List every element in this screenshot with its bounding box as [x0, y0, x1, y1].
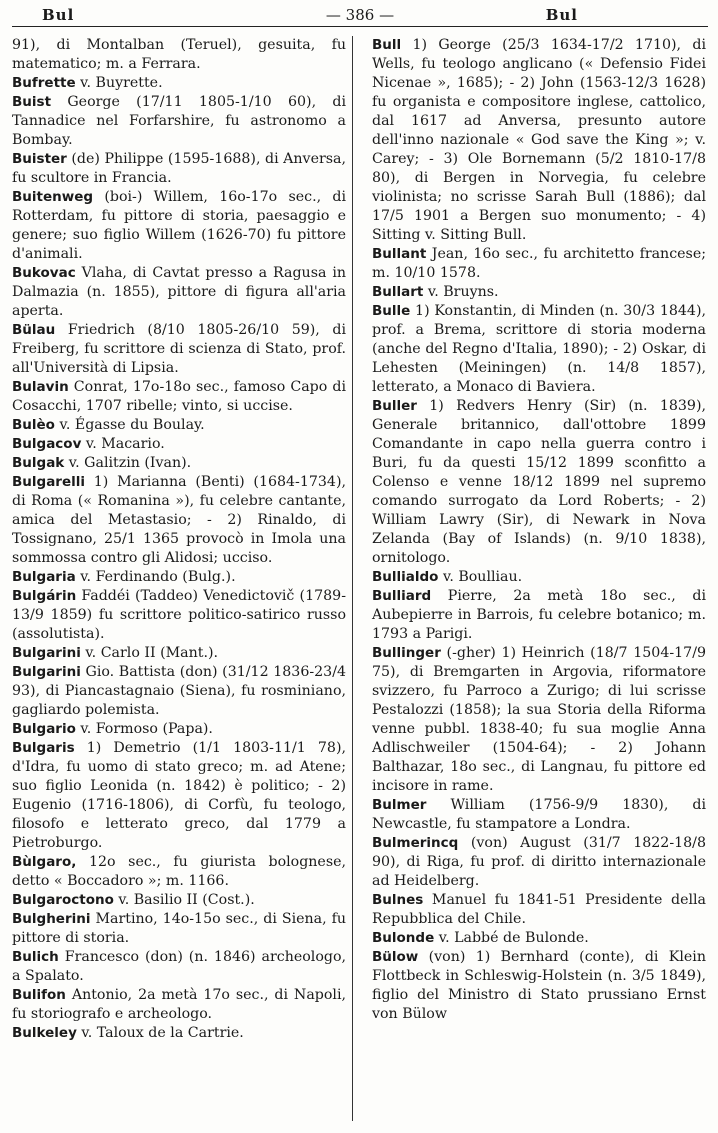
entry-headword: Bukovac — [12, 265, 76, 281]
entry-text: v. Taloux de la Cartrie. — [81, 1025, 244, 1041]
page-header — [12, 4, 708, 27]
entry-headword: Bullialdo — [372, 569, 439, 585]
entry-text: v. Formoso (Papa). — [80, 721, 213, 737]
entry-text: George (17/11 1805-1/10 60), di Tannadice nel Forfarshire, fu astronomo a Bombay. — [12, 94, 346, 148]
dictionary-entry — [12, 948, 346, 986]
entry-text: v. Macario. — [85, 436, 165, 452]
entry-headword: Bulgaroctono — [12, 892, 114, 908]
entry-text: 1) Redvers Henry (Sir) (n. 1839), Generale britannico, dall'ottobre 1899 Comandante in capo nella guerra contro i Buri, fu da questi 15/12 1899 sconfitto a Colenso e venne 18/12 1899 nel supremo comando surrogato da Lord Roberts; - 2) William Lawry (Sir), di Newark in Nova Zelanda (Bay of Islands) (n. 9/10 1838), ornitologo. — [372, 398, 706, 566]
entry-headword: Bull — [372, 37, 402, 53]
entry-headword: Buist — [12, 94, 52, 110]
entry-headword: Bulonde — [372, 930, 435, 946]
entry-headword: Bulmer — [372, 797, 427, 813]
entry-headword: Bulmerincq — [372, 835, 459, 851]
entry-headword: Buister — [12, 151, 67, 167]
entry-headword: Bulèo — [12, 417, 55, 433]
entry-text: 1) Demetrio (1/1 1803-11/1 78), d'Idra, fu uomo di stato greco; m. ad Atene; suo figlio Leonida (n. 1842) è politico; - 2) Eugenio (1716-1806), di Corfù, fu teologo, filosofo e letterato greco, dal 1779 a Pietroburgo. — [12, 740, 347, 851]
entry-headword: Bulgarelli — [12, 474, 85, 490]
dictionary-entry — [12, 416, 346, 435]
dictionary-entry — [12, 644, 346, 663]
dictionary-entry — [372, 891, 706, 929]
dictionary-entry — [12, 321, 346, 378]
right-column — [372, 36, 706, 1024]
dictionary-entry — [12, 93, 346, 150]
entry-text: 1) Marianna (Benti) (1684-1734), di Roma (« Romanina »), fu celebre cantante, amica del Metastasio; - 2) Rinaldo, di Tossignano, 25/1 1365 provocò in Imola una sommossa contro gli Alidosi; ucciso. — [12, 474, 346, 566]
dictionary-entry — [372, 568, 706, 587]
entry-text: Gio. Battista (don) (31/12 1836-23/4 93), di Piancastagnaio (Siena), fu rosminiano, gagliardo polemista. — [12, 664, 346, 718]
entry-headword: Bufrette — [12, 75, 76, 91]
dictionary-entry — [12, 454, 346, 473]
dictionary-entry — [12, 435, 346, 454]
entry-text: 12o sec., fu giurista bolognese, detto « Boccadoro »; m. 1166. — [12, 854, 347, 889]
entry-headword: Bulkeley — [12, 1025, 77, 1041]
entry-headword: Bulavin — [12, 379, 69, 395]
entry-headword: Bulgherini — [12, 911, 91, 927]
entry-text: Francesco (don) (n. 1846) archeologo, a Spalato. — [12, 949, 346, 984]
entry-text: Manuel fu 1841-51 Presidente della Repubblica del Chile. — [372, 892, 707, 927]
entry-text: v. Galitzin (Ivan). — [68, 455, 192, 471]
dictionary-entry — [372, 644, 706, 796]
entry-headword: Bulgario — [12, 721, 76, 737]
dictionary-entry — [12, 739, 346, 853]
entry-headword: Bulgaria — [12, 569, 76, 585]
entry-headword: Buitenweg — [12, 189, 94, 205]
dictionary-entry — [12, 853, 346, 891]
entry-headword: Buller — [372, 398, 417, 414]
entry-text: (de) Philippe (1595-1688), di Anversa, fu scultore in Francia. — [12, 151, 346, 186]
entry-text: Faddéi (Taddeo) Venedictovič (1789-13/9 1859) fu scrittore politico-satirico russo (assolutista). — [12, 588, 346, 642]
dictionary-entry — [12, 473, 346, 568]
entry-text: Pierre, 2a metà 18o sec., di Aubepierre in Barrois, fu celebre botanico; m. 1793 a Parigi. — [372, 588, 706, 642]
dictionary-entry — [12, 36, 346, 74]
dictionary-entry — [12, 74, 346, 93]
entry-text: Friedrich (8/10 1805-26/10 59), di Freiberg, fu scrittore di scienza di Stato, prof. all'Università di Lipsia. — [12, 322, 346, 376]
dictionary-entry — [12, 587, 346, 644]
entry-headword: Bulich — [12, 949, 59, 965]
header-right-keyword: Bul — [545, 6, 578, 24]
entry-text: (von) 1) Bernhard (conte), di Klein Flottbeck in Schleswig-Holstein (n. 3/5 1849), figlio del Ministro di Stato prussiano Ernst von Bülow — [372, 949, 706, 1022]
entry-text: 1) George (25/3 1634-17/2 1710), di Wells, fu teologo anglicano (« Defensio Fidei Nicenae », 1685); - 2) John (1563-12/3 1628) fu organista e compositore inglese, cattolico, dal 1617 ad Anversa, presunto autore dell'inno nazionale « God save the King »; v. Carey; - 3) Ole Bornemann (5/2 1810-17/8 80), di Bergen in Norvegia, fu celebre violinista; no scrisse Sarah Bull (1886); dal 17/5 1901 a Bergen suo monumento; - 4) Sitting v. Sitting Bull. — [372, 37, 706, 243]
dictionary-entry — [12, 986, 346, 1024]
dictionary-entry — [12, 150, 346, 188]
entry-headword: Bulgárin — [12, 588, 77, 604]
entry-text: v. Basilio II (Cost.). — [118, 892, 255, 908]
entry-text: (-gher) 1) Heinrich (18/7 1504-17/9 75), di Bremgarten in Argovia, riformatore svizzero, fu Parroco a Zurigo; di lui scrisse Pestalozzi (1858); la sua Storia della Riforma venne pubbl. 1838-40; fu sua moglie Anna Adlischweiler (1504-64); - 2) Johann Balthazar, 18o sec., di Langnau, fu pittore ed incisore in rame. — [372, 645, 706, 794]
dictionary-entry — [372, 302, 706, 397]
entry-text: Conrat, 17o-18o sec., famoso Capo di Cosacchi, 1707 ribelle; vinto, si uccise. — [12, 379, 346, 414]
dictionary-entry — [372, 929, 706, 948]
entry-text: Antonio, 2a metà 17o sec., di Napoli, fu storiografo e archeologo. — [12, 987, 347, 1022]
entry-headword: Bulgaris — [12, 740, 75, 756]
column-divider — [352, 36, 353, 1121]
entry-headword: Bulgarini — [12, 664, 81, 680]
dictionary-entry — [12, 188, 346, 264]
entry-headword: Bùlgaro, — [12, 854, 77, 870]
entry-text: v. Ferdinando (Bulg.). — [80, 569, 236, 585]
entry-headword: Bulgarini — [12, 645, 81, 661]
dictionary-entry — [372, 245, 706, 283]
dictionary-entry — [372, 587, 706, 644]
entry-text: v. Bruyns. — [427, 284, 499, 300]
entry-text: William (1756-9/9 1830), di Newcastle, fu stampatore a Londra. — [372, 797, 707, 832]
page-number: — 386 — — [325, 6, 395, 24]
entry-text: Jean, 16o sec., fu architetto francese; m. 10/10 1578. — [372, 246, 706, 281]
entry-headword: Bulle — [372, 303, 411, 319]
entry-text: v. Carlo II (Mant.). — [85, 645, 219, 661]
dictionary-entry — [12, 910, 346, 948]
entry-text: v. Boulliau. — [442, 569, 523, 585]
dictionary-entry — [12, 663, 346, 720]
entry-text: v. Buyrette. — [80, 75, 163, 91]
entry-headword: Bulgak — [12, 455, 65, 471]
entry-text: (von) August (31/7 1822-18/8 90), di Riga, fu prof. di diritto internazionale ad Heidelberg. — [372, 835, 706, 889]
dictionary-entry — [12, 720, 346, 739]
dictionary-entry — [372, 948, 706, 1024]
entry-headword: Bulgacov — [12, 436, 82, 452]
entry-headword: Bullinger — [372, 645, 441, 661]
dictionary-entry — [372, 834, 706, 891]
entry-headword: Bulifon — [12, 987, 66, 1003]
entry-headword: Bullart — [372, 284, 424, 300]
dictionary-entry — [12, 1024, 346, 1043]
entry-headword: Bullant — [372, 246, 427, 262]
entry-text: 1) Konstantin, di Minden (n. 30/3 1844), prof. a Brema, scrittore di storia moderna (anche del Regno d'Italia, 1890); - 2) Oskar, di Lehesten (Meiningen) (n. 14/8 1857), letterato, a Monaco di Baviera. — [372, 303, 706, 395]
dictionary-entry — [12, 568, 346, 587]
entry-text: Vlaha, di Cavtat presso a Ragusa in Dalmazia (n. 1855), pittore di figura all'aria aperta. — [12, 265, 346, 319]
entry-text: v. Labbé de Bulonde. — [438, 930, 589, 946]
dictionary-entry — [372, 36, 706, 245]
dictionary-entry — [372, 283, 706, 302]
entry-headword: Bülow — [372, 949, 419, 965]
entry-text: v. Égasse du Boulay. — [59, 417, 205, 433]
entry-text: (boi-) Willem, 16o-17o sec., di Rotterdam, fu pittore di storia, paesaggio e genere; suo figlio Willem (1626-70) fu pittore d'animali. — [12, 189, 346, 262]
header-left-keyword: Bul — [42, 6, 75, 24]
left-column — [12, 36, 346, 1043]
entry-headword: Bülau — [12, 322, 56, 338]
dictionary-entry — [12, 264, 346, 321]
entry-headword: Bulnes — [372, 892, 424, 908]
entry-headword: Bulliard — [372, 588, 432, 604]
dictionary-entry — [372, 796, 706, 834]
dictionary-entry — [12, 378, 346, 416]
dictionary-entry — [372, 397, 706, 568]
entry-text: Martino, 14o-15o sec., di Siena, fu pittore di storia. — [12, 911, 347, 946]
entry-text: 91), di Montalban (Teruel), gesuita, fu matematico; m. a Ferrara. — [12, 37, 346, 72]
dictionary-entry — [12, 891, 346, 910]
